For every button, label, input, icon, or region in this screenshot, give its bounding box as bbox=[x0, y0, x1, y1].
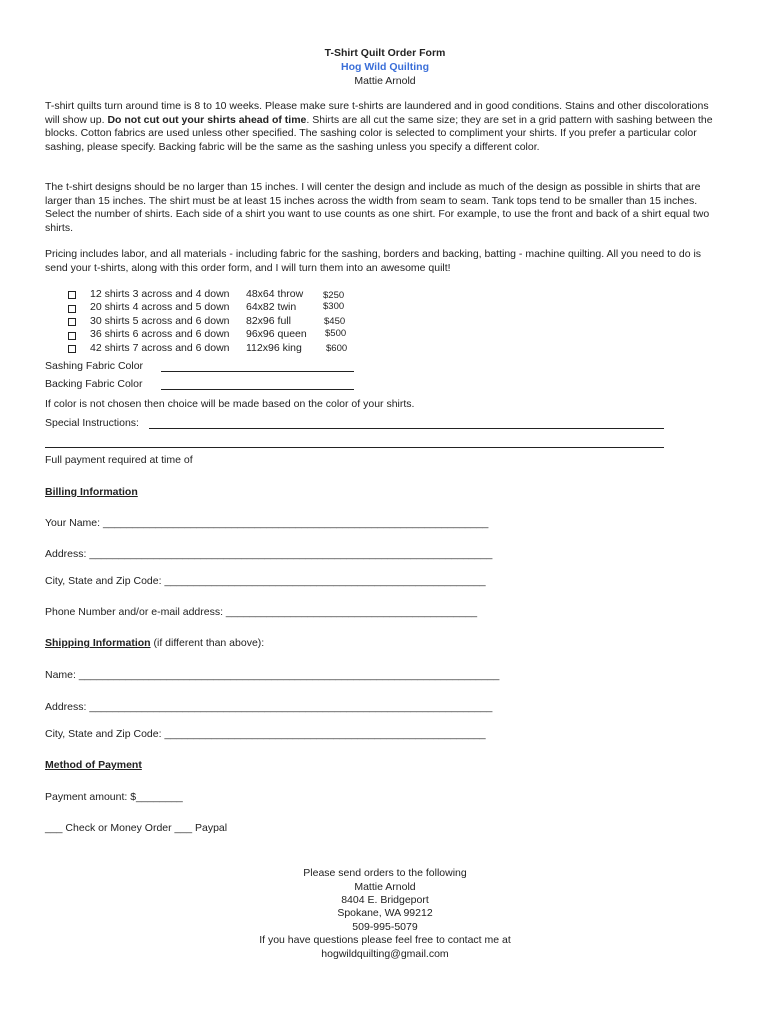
shipping-heading: Shipping Information (if different than above): bbox=[45, 637, 265, 649]
option-desc-4: 36 shirts 6 across and 6 down bbox=[90, 328, 230, 340]
footer-questions: If you have questions please feel free to contact me at bbox=[259, 934, 511, 946]
option-price-2: $300 bbox=[323, 301, 345, 312]
option-price-5: $600 bbox=[326, 343, 348, 354]
option-size-5: 112x96 king bbox=[246, 342, 302, 354]
footer-phone: 509-995-5079 bbox=[352, 921, 418, 933]
shipping-city-field[interactable]: City, State and Zip Code: _______________________________________________________ bbox=[45, 728, 486, 740]
option-size-1: 48x64 throw bbox=[246, 288, 304, 300]
payment-amount-field[interactable]: Payment amount: $________ bbox=[45, 791, 183, 803]
footer-city: Spokane, WA 99212 bbox=[337, 907, 433, 919]
footer-street: 8404 E. Bridgeport bbox=[341, 894, 429, 906]
billing-address-field[interactable]: Address: _____________________________________________________________________ bbox=[45, 548, 493, 560]
special-instructions-field-2[interactable] bbox=[45, 447, 664, 448]
option-desc-1: 12 shirts 3 across and 4 down bbox=[90, 288, 230, 300]
payment-method-options[interactable]: ___ Check or Money Order ___ Paypal bbox=[45, 822, 228, 834]
backing-color-field[interactable] bbox=[161, 389, 354, 390]
billing-phone-field[interactable]: Phone Number and/or e-mail address: ___________________________________________ bbox=[45, 606, 478, 618]
option-checkbox-1[interactable] bbox=[68, 291, 76, 299]
special-instructions-label: Special Instructions: bbox=[45, 417, 139, 429]
company-name: Hog Wild Quilting bbox=[341, 61, 429, 73]
special-instructions-field-1[interactable] bbox=[149, 428, 664, 429]
intro-paragraph-1: T-shirt quilts turn around time is 8 to 10 weeks. Please make sure t-shirts are laundered and in good conditions. Stains and other discolorations will show up. Do not cut out your shirts ahead of time. Shirts are all cut the same size; they are set in a grid pattern with sashing between the blocks. Cotton fabrics are used unless other specified. The sashing color is selected to compliment your shirts. If you prefer a particular color sashing, please specify. Backing fabric will be the same as the sashing unless you specify a different color. bbox=[45, 100, 713, 153]
option-checkbox-5[interactable] bbox=[68, 345, 76, 353]
option-checkbox-4[interactable] bbox=[68, 332, 76, 340]
option-size-4: 96x96 queen bbox=[246, 328, 307, 340]
option-desc-5: 42 shirts 7 across and 6 down bbox=[90, 342, 230, 354]
sashing-color-field[interactable] bbox=[161, 371, 354, 372]
option-checkbox-2[interactable] bbox=[68, 305, 76, 313]
footer-email[interactable]: hogwildquilting@gmail.com bbox=[321, 948, 449, 960]
sashing-color-label: Sashing Fabric Color bbox=[45, 360, 144, 372]
color-note: If color is not chosen then choice will be made based on the color of your shirts. bbox=[45, 398, 415, 410]
intro-paragraph-2: The t-shirt designs should be no larger than 15 inches. I will center the design and include as much of the design as possible in shirts that are larger than 15 inches. The shirt must be at least 15 inches across the width from seam to seam. Tank tops tend to be smaller than 15 inches. Select the number of shirts. Each side of a shirt you want to use counts as one shirt. For example, to use the front and back of a shirt equal two shirts. bbox=[45, 181, 710, 234]
option-price-4: $500 bbox=[325, 328, 347, 339]
option-size-3: 82x96 full bbox=[246, 315, 291, 327]
shipping-name-field[interactable]: Name: ________________________________________________________________________ bbox=[45, 669, 500, 681]
form-title: T-Shirt Quilt Order Form bbox=[324, 47, 446, 59]
billing-heading: Billing Information bbox=[45, 486, 138, 498]
option-desc-2: 20 shirts 4 across and 5 down bbox=[90, 301, 230, 313]
footer-name: Mattie Arnold bbox=[354, 881, 416, 893]
owner-name: Mattie Arnold bbox=[354, 75, 416, 87]
payment-note: Full payment required at time of bbox=[45, 454, 193, 466]
backing-color-label: Backing Fabric Color bbox=[45, 378, 143, 390]
billing-city-field[interactable]: City, State and Zip Code: _______________________________________________________ bbox=[45, 575, 486, 587]
option-price-3: $450 bbox=[324, 316, 346, 327]
shipping-address-field[interactable]: Address: _____________________________________________________________________ bbox=[45, 701, 493, 713]
payment-method-heading: Method of Payment bbox=[45, 759, 142, 771]
option-checkbox-3[interactable] bbox=[68, 318, 76, 326]
option-size-2: 64x82 twin bbox=[246, 301, 297, 313]
intro-paragraph-3: Pricing includes labor, and all materials - including fabric for the sashing, borders and backing, batting - machine quilting. All you need to do is send your t-shirts, along with this order form, and I will turn them into an awesome quilt! bbox=[45, 248, 702, 274]
option-price-1: $250 bbox=[323, 290, 345, 301]
footer-send-to: Please send orders to the following bbox=[303, 867, 467, 879]
billing-name-field[interactable]: Your Name: __________________________________________________________________ bbox=[45, 517, 489, 529]
option-desc-3: 30 shirts 5 across and 6 down bbox=[90, 315, 230, 327]
